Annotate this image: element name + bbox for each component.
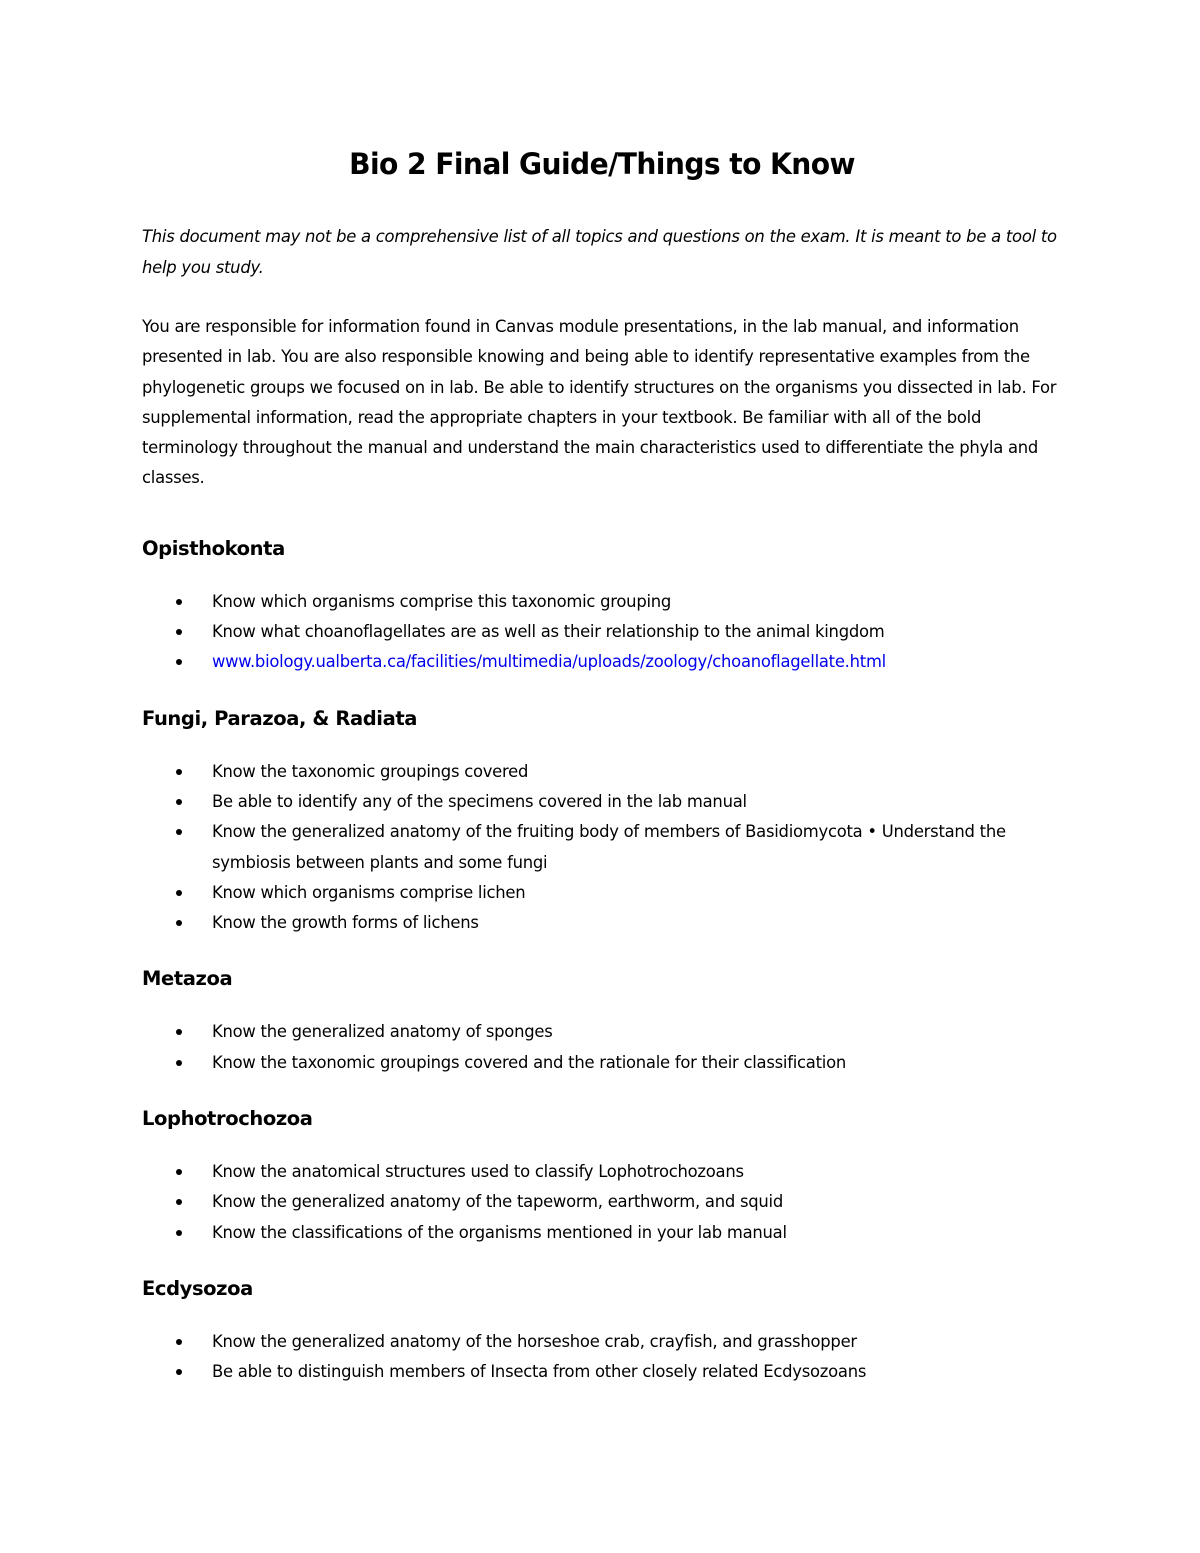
- list-item: [142, 1327, 1062, 1357]
- list-item: [142, 1357, 1062, 1387]
- list-item-text: Know the growth forms of lichens: [212, 913, 479, 933]
- bullet-icon: [176, 659, 182, 665]
- bullet-icon: [176, 829, 182, 835]
- list-item: [142, 1157, 1062, 1187]
- list-item: [142, 617, 1062, 647]
- bullet-icon: [176, 1369, 182, 1375]
- list-item: [142, 1017, 1062, 1047]
- section-list-metazoa: [142, 1017, 1062, 1078]
- choanoflagellate-link[interactable]: www.biology.ualberta.ca/facilities/multimedia/uploads/zoology/choanoflagellate.html: [212, 652, 886, 672]
- section-heading-opisthokonta: Opisthokonta: [142, 536, 285, 560]
- section-list-opisthokonta: [142, 587, 1062, 678]
- list-item-text: Be able to distinguish members of Insecta from other closely related Ecdysozoans: [212, 1362, 867, 1382]
- section-list-fungi-parazoa-radiata: [142, 757, 1062, 939]
- section-heading-lophotrochozoa: Lophotrochozoa: [142, 1107, 313, 1131]
- bullet-icon: [176, 1060, 182, 1066]
- list-item-text: Know what choanoflagellates are as well as their relationship to the animal kingdom: [212, 622, 885, 642]
- list-item-text: Be able to identify any of the specimens covered in the lab manual: [212, 791, 747, 811]
- disclaimer-paragraph: This document may not be a comprehensive list of all topics and questions on the exam. It is meant to be a tool to help you study.: [142, 227, 1057, 277]
- bullet-icon: [176, 890, 182, 896]
- bullet-icon: [176, 920, 182, 926]
- section-heading-metazoa: Metazoa: [142, 967, 233, 991]
- list-item-text: Know the taxonomic groupings covered: [212, 761, 529, 781]
- list-item-text: Know the classifications of the organisms mentioned in your lab manual: [212, 1222, 787, 1242]
- list-item: [142, 1218, 1062, 1248]
- bullet-icon: [176, 629, 182, 635]
- section-heading-fungi-parazoa-radiata: Fungi, Parazoa, & Radiata: [142, 706, 418, 730]
- list-item-text: Know the generalized anatomy of the fruiting body of members of Basidiomycota • Understand the symbiosis between plants and some fungi: [212, 822, 1006, 872]
- section-heading-ecdysozoa: Ecdysozoa: [142, 1276, 253, 1300]
- list-item: [142, 878, 1062, 908]
- list-item: [142, 1187, 1062, 1217]
- list-item: [142, 647, 1062, 677]
- intro-paragraph: You are responsible for information found in Canvas module presentations, in the lab manual, and information presented in lab. You are also responsible knowing and being able to identify representative examples from the phylogenetic groups we focused on in lab. Be able to identify structures on the organisms you dissected in lab. For supplemental information, read the appropriate chapters in your textbook. Be familiar with all of the bold terminology throughout the manual and understand the main characteristics used to differentiate the phyla and classes.: [142, 317, 1057, 488]
- list-item-text: Know the anatomical structures used to classify Lophotrochozoans: [212, 1162, 744, 1182]
- list-item: [142, 757, 1062, 787]
- list-item: [142, 587, 1062, 617]
- bullet-icon: [176, 1029, 182, 1035]
- list-item-text: Know the generalized anatomy of sponges: [212, 1022, 553, 1042]
- bullet-icon: [176, 599, 182, 605]
- list-item: [142, 817, 1062, 878]
- list-item: [142, 1048, 1062, 1078]
- bullet-icon: [176, 799, 182, 805]
- list-item-text: Know the taxonomic groupings covered and the rationale for their classification: [212, 1052, 846, 1072]
- list-item-text: Know which organisms comprise this taxonomic grouping: [212, 591, 672, 611]
- list-item: [142, 908, 1062, 938]
- list-item-text: Know which organisms comprise lichen: [212, 882, 526, 902]
- section-list-lophotrochozoa: [142, 1157, 1062, 1248]
- bullet-icon: [176, 1199, 182, 1205]
- list-item-text: Know the generalized anatomy of the horseshoe crab, crayfish, and grasshopper: [212, 1331, 857, 1351]
- document-title: Bio 2 Final Guide/Things to Know: [349, 147, 855, 181]
- bullet-icon: [176, 1339, 182, 1345]
- bullet-icon: [176, 769, 182, 775]
- list-item-text: Know the generalized anatomy of the tapeworm, earthworm, and squid: [212, 1192, 783, 1212]
- bullet-icon: [176, 1230, 182, 1236]
- list-item: [142, 787, 1062, 817]
- section-list-ecdysozoa: [142, 1327, 1062, 1388]
- document-page: [142, 140, 1062, 1388]
- bullet-icon: [176, 1169, 182, 1175]
